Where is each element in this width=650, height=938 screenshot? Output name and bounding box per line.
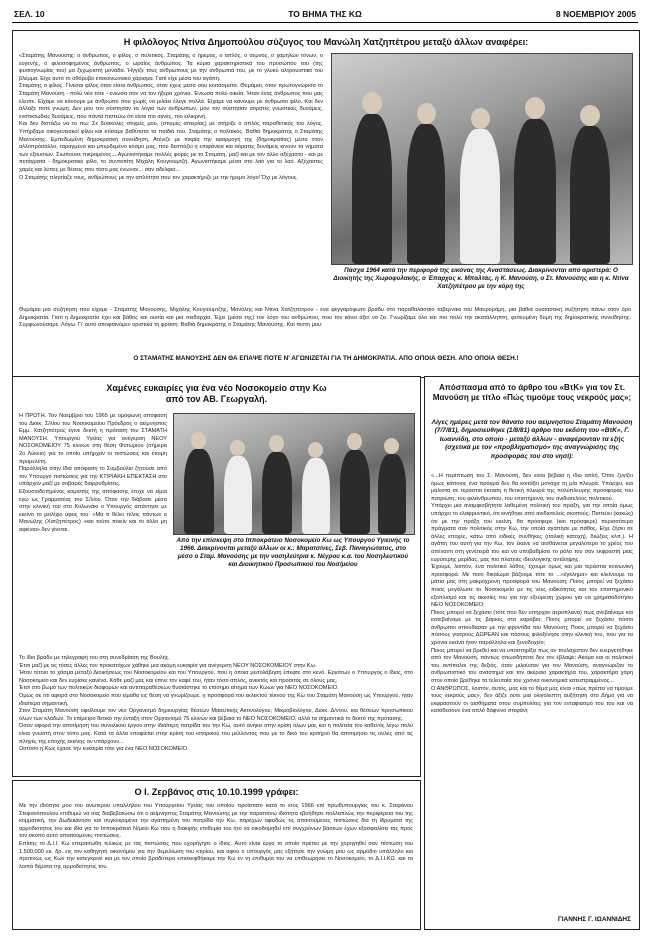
article-btk-excerpt bbox=[424, 376, 640, 930]
article-hospital bbox=[12, 376, 421, 777]
article-body-full: Το ίδιο βράδυ με τηλεγραφή του στη συνεδρίαση της Βουλής. Έτσι μαζί με τις τόσες άλλες τον προκατόχων χάθηκε μια ακόμη ευκαιρία για ανέγερση ΝΕΟΥ ΝΟΣΟΚΟΜΕΙΟΥ στην Κω. Ήταν τέτοιο το χάσμα μεταξύ Διοικήσεως του Νοσοκομείου και του Υπουργού, που η όποια μεσολάβηση έπεφτε στο κενό. Εργάτων ο Υπουργός ο ίδιος, στο Νοσοκομείο και δεν ευρίσκε κανένα. Κάθε μαζί μας και έπινε τον καφέ του, ήταν τόσο απλός, ανεκτός και προσιτός σε όλους μας. Έτσι στο βωμό των πολιτικών διαφορών και αντιπαραθέσεων θυσιάστηκε το επίσημο αίτημα των Κώων για ΝΕΟ ΝΟΣΟΚΟΜΕΙΟ. Όμως σε ότι αφορά στο Νοσοκομείο που είμαθα εις θέση να γνωρίζουμε, η προσφορά του εκλεκτού τέκνου της Κω του Σταμάτη Μανούση ως Υπουργού, ήταν ιδιαίτερα σημαντική. Στον Σταμάτη Μανούση οφείλουμε τον νέο Οργανισμό δημιουργίας θέσεων Μαιευτικής Ακτινολόγου, Μικροβιολόγου, Διοικ. Δ/ντου, και θέσεων προσωπικού όλων των κλάδων. Το επίμετρο θετικό την ένταξη στον Οργανισμό 75 κλινών και βέβαια το ΝΕΟ ΝΟΣΟΚΟΜΕΙΟ, αλλά τα σημαντικά το δεκτό της πρότασης. Όσον αφορά την αποτίμηση του συνολικού έργου στην ιδιαίτερη πατρίδα του την Κω, αυτό ανήκει στην κρίση όλων μας και η πολιτεία του καθενός λέγω πολύ είναι γνωστή στον τόπο μας. Κατά τα άλλα επαφίεται στην κρίση του ιστορικού του μέλλοντος που με το δικό του κριτήριο θα αποτιμήσει τις ουλές από τις πληγές της εποχής εκείνης αν υπάρχουν... Ωστόσο η Κως έχασε την ευκαιρία τότε για ένα ΝΕΟ ΝΟΣΟΚΟΜΕΙΟ. bbox=[19, 655, 413, 753]
article-signature: ΓΙΑΝΝΗΣ Γ. ΙΩΑΝΝΙΔΗΣ bbox=[557, 916, 631, 923]
article-body: «...Η περίπτωση του Σ. Μανούση, δεν είναι βέβαια η ίδιο απλή. Όταν ζυγίζει όμως κάποιος ένα πράγμα δεν θα κοιτάξει μονάχα τη μία πλευρά. Υπάρχει, και μάλιστα σε τεράστια έκταση η θετική πλευρά της πολύπλευρης προσφοράς του πατριώτη, του φιλάνθρωπου, του επιστήμονα, του ανιδιοτελούς πολιτικού. Υπάρχει μια αναμφισβήτητα λαθεμένη πολιτική του πράξη, για την οποία όμως υπάρχει το ελαφρυντικό, ότι κινήθηκε από ανιδιοτελείς σκοπούς. Πιστεύει (κακώς) ότι με την πράξη του εκείνη, θα πρόσφερε (και πρόσφερε) περισσότερα πράγματα σαν πολιτικός στην Κω, την οποία αγάπησε με πάθος. Είχε ζήσει σε άλλες εποχές, κάτω από ειδικές συνθήκες (ιταλική κατοχή), διώξεις κλπ.). Η αγάπη του αυτή για την Κω, τον έκανε να αισθάνεται μεγαλύτερο το χρέος του απέναντι στη γενέτειρά του και να υποβαθμίσει το ρόλο του σαν εκφραστή μιας ευρύτερης μερίδας, μας πιο πλατειές ιδεολογικής αντίληψης. Έχουμε, λοιπόν, ένα πολιτικό λάθος, έχουμε όμως και μια τεράστια κοινωνική προσφορά. Με ποιο δικαίωμα βάζουμε τότε το ...«έγκλημα» και κλείνουμε τα μάτια μας στη μακρόχρονη προσφορά του Μανούση; Ποιος μπορεί να ξεχάσει ποιος μεγάλωσε το Νοσοκομείο με τις νέες ειδικότητες και τον επιστημονικό εξοπλισμό και τις ακεσίες του για την εξεύρεση χώρου για να χρηματοδοτήσει ΝΕΟ ΝΟΣΟΚΟΜΕΙΟ; Ποιος μπορεί να ξεχάσει (τότε που δεν υπήρχαν αεροπλάνα) πως ανεβαίναμε και κατεβαίναμε με τις βάρκες στα καράβια; Ποιος μπορεί να ξεχάσει πόσοι άνθρωποι σπούδασαν με την φροντίδα του Μανούση; Ποιος μπορεί να ξεχάσει πόσους γιατρούς ΔΩΡΕΑΝ και πόσους φιλοξένησε στην κλινική του, που για τα χρόνια εκείνα ήταν παράλληλα και ξενοδοχείο; Ποιος μπορεί να βρεθεί και να υποστηρίξει πως αν τουλάχιστον δεν ευεργετήθηκε από τον Μανούση, πάντως οπωσδήποτε δεν τον έβλαψε; Ακόμα και οι πολιτικοί του αντίπαλοι της δεξιάς, όταν μιλούσαν για τον Μανούση, αναγνώριζαν το ανθρωπιστικό του ανάστημα και τον ακέραιο χαρακτήρα του, χαρακτήρα χάρη στον οποίο βρέθηκε τα τελευταία του χρόνια οικονομικά κατεστραμμένος... Ο ΑΝΘΡΩΠΟΣ, λοιπόν, αυτός, μας και το θέμα μας είναι «πώς πρέπει να τιμούμε τους νεκρούς μας», δεν άξιζε ούτε μια ολιγόλεπτη αυξήτηση στο Δήμο για να εκφραστούν οι αισθήματα στου συμπολίτες για τον ενταφιασμό του του και να κατάθεσουν ένα απλό δάφνινο στεφάνι; bbox=[431, 473, 633, 715]
newspaper-name: ΤΟ ΒΗΜΑ ΤΗΣ ΚΩ bbox=[288, 9, 362, 19]
article-title: Χαμένες ευκαιρίες για ένα νέο Νοσοκομείο στην Κω από τον ΑΒ. Γεωργαλή. bbox=[106, 383, 327, 405]
closing-quote: Ο ΣΤΑΜΑΤΗΣ ΜΑΝΟΥΣΗΣ ΔΕΝ ΘΑ ΕΠΑΨΕ ΠΟΤΕ Ν' ΑΓΩΝΙΖΕΤΑΙ ΓΙΑ ΤΗ ΔΗΜΟΚΡΑΤΙΑ. ΑΠΟ ΟΠΟΙΑ ΘΕΣΗ. ΑΠΟ ΟΠΟΙΑ ΘΕΣΗ.! bbox=[133, 355, 519, 362]
page-header bbox=[12, 6, 638, 23]
hospital-visit-photo bbox=[173, 413, 415, 535]
article-zervanos bbox=[12, 780, 421, 930]
article-body-full: Θυμάμαι μια συζήτηση που είχαμε - Σταμάτης Μανούσης, Μιχάλης Κουγιουμτζής, Μανόλης και Ντίνα Χατζηπέτρου - ένα φεγγαρόφωτο βράδυ στο παραθαλάσσιο ταβερνάκι του Μαυροράμη, μια βαθιά ουσιαστική συζήτηση πάνω στον όρο Δημοκρατία. Γιατί η Δημοκρατία έχει και βάθος και ουσία και μια πειθαρχία. Έχει (μέσα της) τον λόγο του ανθρώπου, που τον κάνει άξιο να ζει. Γνωρίζαμε όλο και πιο πολύ την ακατάλληπτη, φυτευμένη δομή της δημοκρατικής συνείδησης. Συμφωνούσαμε. Λόγω. Γι' αυτό αποφαινόμεν οριστικά τη φράση: Βαθιά δημοκράτης ο Σταμάτης Μανούσης. Και πιστη μου: bbox=[19, 307, 631, 329]
article-intro: Λίγες ημέρες μετά τον θάνατο του αείμνηστου Σταμάτη Μανούση (7/7/81), δημοσιεύθηκε (1/8/81) άρθρο του εκδότη του «ΒτΚ», Γ. Ιωαννίδη, στο οποίο - μεταξύ άλλων - αναφέρονταν τα εξής (σχετικά με τον «προβληματισμό» της αναγνώρισης της προσφοράς του στο νησί): bbox=[431, 419, 633, 460]
issue-date: 8 ΝΟΕΜΒΡΙΟΥ 2005 bbox=[555, 9, 636, 19]
article-body-left: «Σταμάτης Μανούσης: ο άνθρωπος, ο φίλος, ο πολιτικός. Σταμάτης ο ήρεμος, ο απλός, ο σεμνός, ο χαμηλών τόνων, ο ευγενής, ο φιλοσοφημένος άνθρωπος, ο ωραίος άνθρωπος. Τα κύρια χαρακτηριστικά του προσώπου του (της φυσιογνωμίας του) μα ξεχωριστή μονάδα. Ήγγιζε τους ανθρώπους με την ανθρωπιά του, με το γλυκύ αλτρουιστικό του βλέμμα. Είχε αυτό το αθόρυβο επικοινωνιακό χάρισμα. Γιατί είχε μέσα του αγάπη. Σταμάτης ο φίλος. Γίνεσαι φίλος όταν είσαι άνθρωπος, όταν έχεις μέσα σου κοιτάσματα. Θυμάμαι, όταν πρωτογνώρισα το Σταμάτη Μανούση - πολύ νέα τότε - ένιωσα σαν να τον ήξερα χρόνια. Ένιωσα πολύ οικεία. Ήταν ένας άνθρωπος που μας έλειπε. Είχαμε να κάνουμε με άνθρωπο που χωρίς να μιλάει έλεγε πολλά. Είχαμε να κάνουμε με άνθρωπο φίλο. Και δεν άλλαξε ποτέ γνώμη. Δεν μου τον σύστησαν τα λόγια των ανθρώπων, μου τον σύστησαν αόρατες γνωστικές δυνάμεις, ενστικτώδεις δυνάμεις, που πάντα πιστεύω ότι είναι πιο αγνές, πιο ειλικρινή. Και δεν διστάζω να το πω: Σε δύσκολες στιγμές μου, (στιγμές απειρίας) με στήριξε ο απλός παραθετικός του λόγος. Υπήρξαμε οικογενειακοί φίλοι και κτίσαμε βαθύτατα τα παιδιά του. Σταμάτης ο πολιτικός. Βαθιά δημοκράτης ο Σταμάτης Μανούσης. Εμπεδωμένη δημοκρατική συνείδηση. Ατένιζε με πικρία την εφαρμογή της (δημοκρατίας) μέσα στον αλλοπρόσαλλο, ταραγμένο και μπερδεμένο κόσμο μας, που δεσπόζει η επιφάνεια και αόρατες δυνάμεις κινούν τα νήματα των εξουσιών. Σιωπούσε πικραμένος....Αγωνιστήκαμε πολλές φορές με το Σταμάτη, μαζί και με τον άλλο αξέχαστο - και με πετάγματα - δημοκρατικό φίλο, το συντοπίτη Μιχάλη Κουγιουμτζή. Αγωνιστήκαμε μέσα στο λαό για το λαό. Αξέχαστες χαρές και λύπες με θέσεις που τόσο μας ένωναν... σαν αδέλφια... Ο Σταμάτης πλησίαζε τους, ανθρώπους με την απλότητα που τον χαρακτήριζε με την ήρεμο λόγο! Όχι με λόγους. bbox=[19, 53, 323, 181]
article-dimopoulou bbox=[12, 30, 640, 378]
page-number: ΣΕΛ. 10 bbox=[14, 9, 45, 19]
easter-procession-photo bbox=[331, 53, 633, 265]
photo-caption: Πάσχα 1964 κατά την περιφορά της εικόνας της Αναστάσεως. Διακρίνονται από αριστερά: Ο Διοικητής της Χωροφυλακής, ο Έπαρχος κ. Μπαλτάς, η Κ. Μανούση, ο Στ. Μανούσης και η κ. Ντίνα Χατζηπέτρου με την κόρη της bbox=[333, 267, 629, 290]
article-title: Η φιλόλογος Ντίνα Δημοπούλου σύζυγος του Μανώλη Χατζηπέτρου μεταξύ άλλων αναφέρει: bbox=[123, 37, 529, 47]
photo-caption: Από την επίσκεψη στο Ιπποκράτειο Νοσοκομείο Κω ως Υπουργού Υγιεινής το 1966. Διακρίνονται μεταξύ άλλων οι κ.: Μαρατσίνες, Σεβ. Παναγιώτατος, στο μέσο ο Σταμ. Μανούσης με την νοσηλεύτρια κ. Νέγρου κ.α. του Νοσηλευτικού και Διοικητικού Προσωπικού του Νοσ/μείου bbox=[176, 537, 410, 568]
article-title: Ο Ι. Ζερβάνος στις 10.10.1999 γράφει: bbox=[134, 787, 299, 797]
article-body-left: Η ΠΡΩΤΗ. Τον Νοέμβριο του 1965 με ομόφωνη απόφαση του Διοικ. Σ/λίου του Νοσοκομείου Πρόεδρος ο αείμνηστος Εμμ. Χατζηπέτρος έγινε δεκτή η πρόταση του ΣΤΑΜΑΤΗ ΜΑΝΟΥΣΗ. Υπουργού Υγείας για ανέγερση ΝΕΟΥ ΝΟΣΟΚΟΜΕΙΟΥ 75 κλινών στη θέση Φυτώριου (σήμερα 2ο Λύκειο) για το οποίο υπήρχαν οι πιστώσεις και έτοιμη προμελέτη. Παράλληλα στην ίδια απόφαση το Συμβούλιο ζητούσε από τον Υπουργό πιστώσεις για την ΚΤΙΡΙΑΚΗ ΕΠΕΚΤΑΣΗ στο υπάρχον μαζί με σοβαρές διαρρυθμίσεις. Εξουσιοδοτημένος κομιστής της απόφασης έτυχε να είμαι εγώ ως Γραμματέας του Σ/λίου. Όταν την διάβασε μέσα στην κλινική του στο Κολωνάκι ο Υπουργός απάντησε με εκείνο το μειλίχιο ύφος του: «Μα τι θέλει τέλος πάντων ο Μανώλης (Χατζηπέτρος) «και τούτο ποιείν και το άλλο μη αφιέναι» δεν γίνεται. bbox=[19, 413, 167, 533]
article-body: Με την ιδιότητα μου του ανώτερου υπαλλήλου του Υπουργείου Υγείας του οποίου προΐστατο κατά το έτος 1966 επί πρωθυπουργίας του κ. Στεφάνου Στεφανόπουλου επιθυμώ να σας διαβεβαιώσω ότι ο αείμνηστος Σταμάτης Μανούσης με την παραπάνω ιδιότητα εβοήθησε πολλαπλώς την περιφέρεια του της κομματική, την Δωδεκάνησο και συγκεκριμένα την αγαπημένη του πατρίδα την Κω, παρέχων αφειδώς τις απαιτούμενες πιστώσεις δια τη ίδρυματα της αρμοδιότητος του και ιδία για το Ιπποκράτειο Ν/μείο Κω που η διακιρής επιθυμία του ήτο να οικοδομηθεί επί συγχρόνων βάσεων έχων εξασφαλίσει τας προς τον σκοπό αυτό απαιτούμενες πιστώσεις. Επίσης το Δ.Ι.Ι. Κω επεραιτώθη τελικώς με τας πιστώσεις που εχορήγησε ο ίδιος. Αυτό είναι έργο το οποίο πρέπει με την χορηγηθεί σαν πίστωση του 1.500.000 εκ. δρ. εις τον καθηγητή οικονόμου για την θεμελίωση του κτιρίου, και αφού ο υπουργός μας εξήτησε την γνώμη μου ως αρμόδιο υπάλληλο και προτινώς ως Κων την κατεγκρινέ και με τον οποίο βραδύτερο επισκεφθήκαμε την Κω εν τη επιθυμία του να επιθεωρήσει το Νοσοκομείο, το Δ.Ι.Ι.ΚΩ. και τα λοιπά θέματα της αρμοδιότητος του. bbox=[19, 803, 413, 870]
article-title: Απόσπασμα από το άρθρο του «ΒτΚ» για τον Στ. Μανούση με τίτλο «Πώς τιμούμε τους νεκρούς μας»; bbox=[432, 383, 632, 402]
